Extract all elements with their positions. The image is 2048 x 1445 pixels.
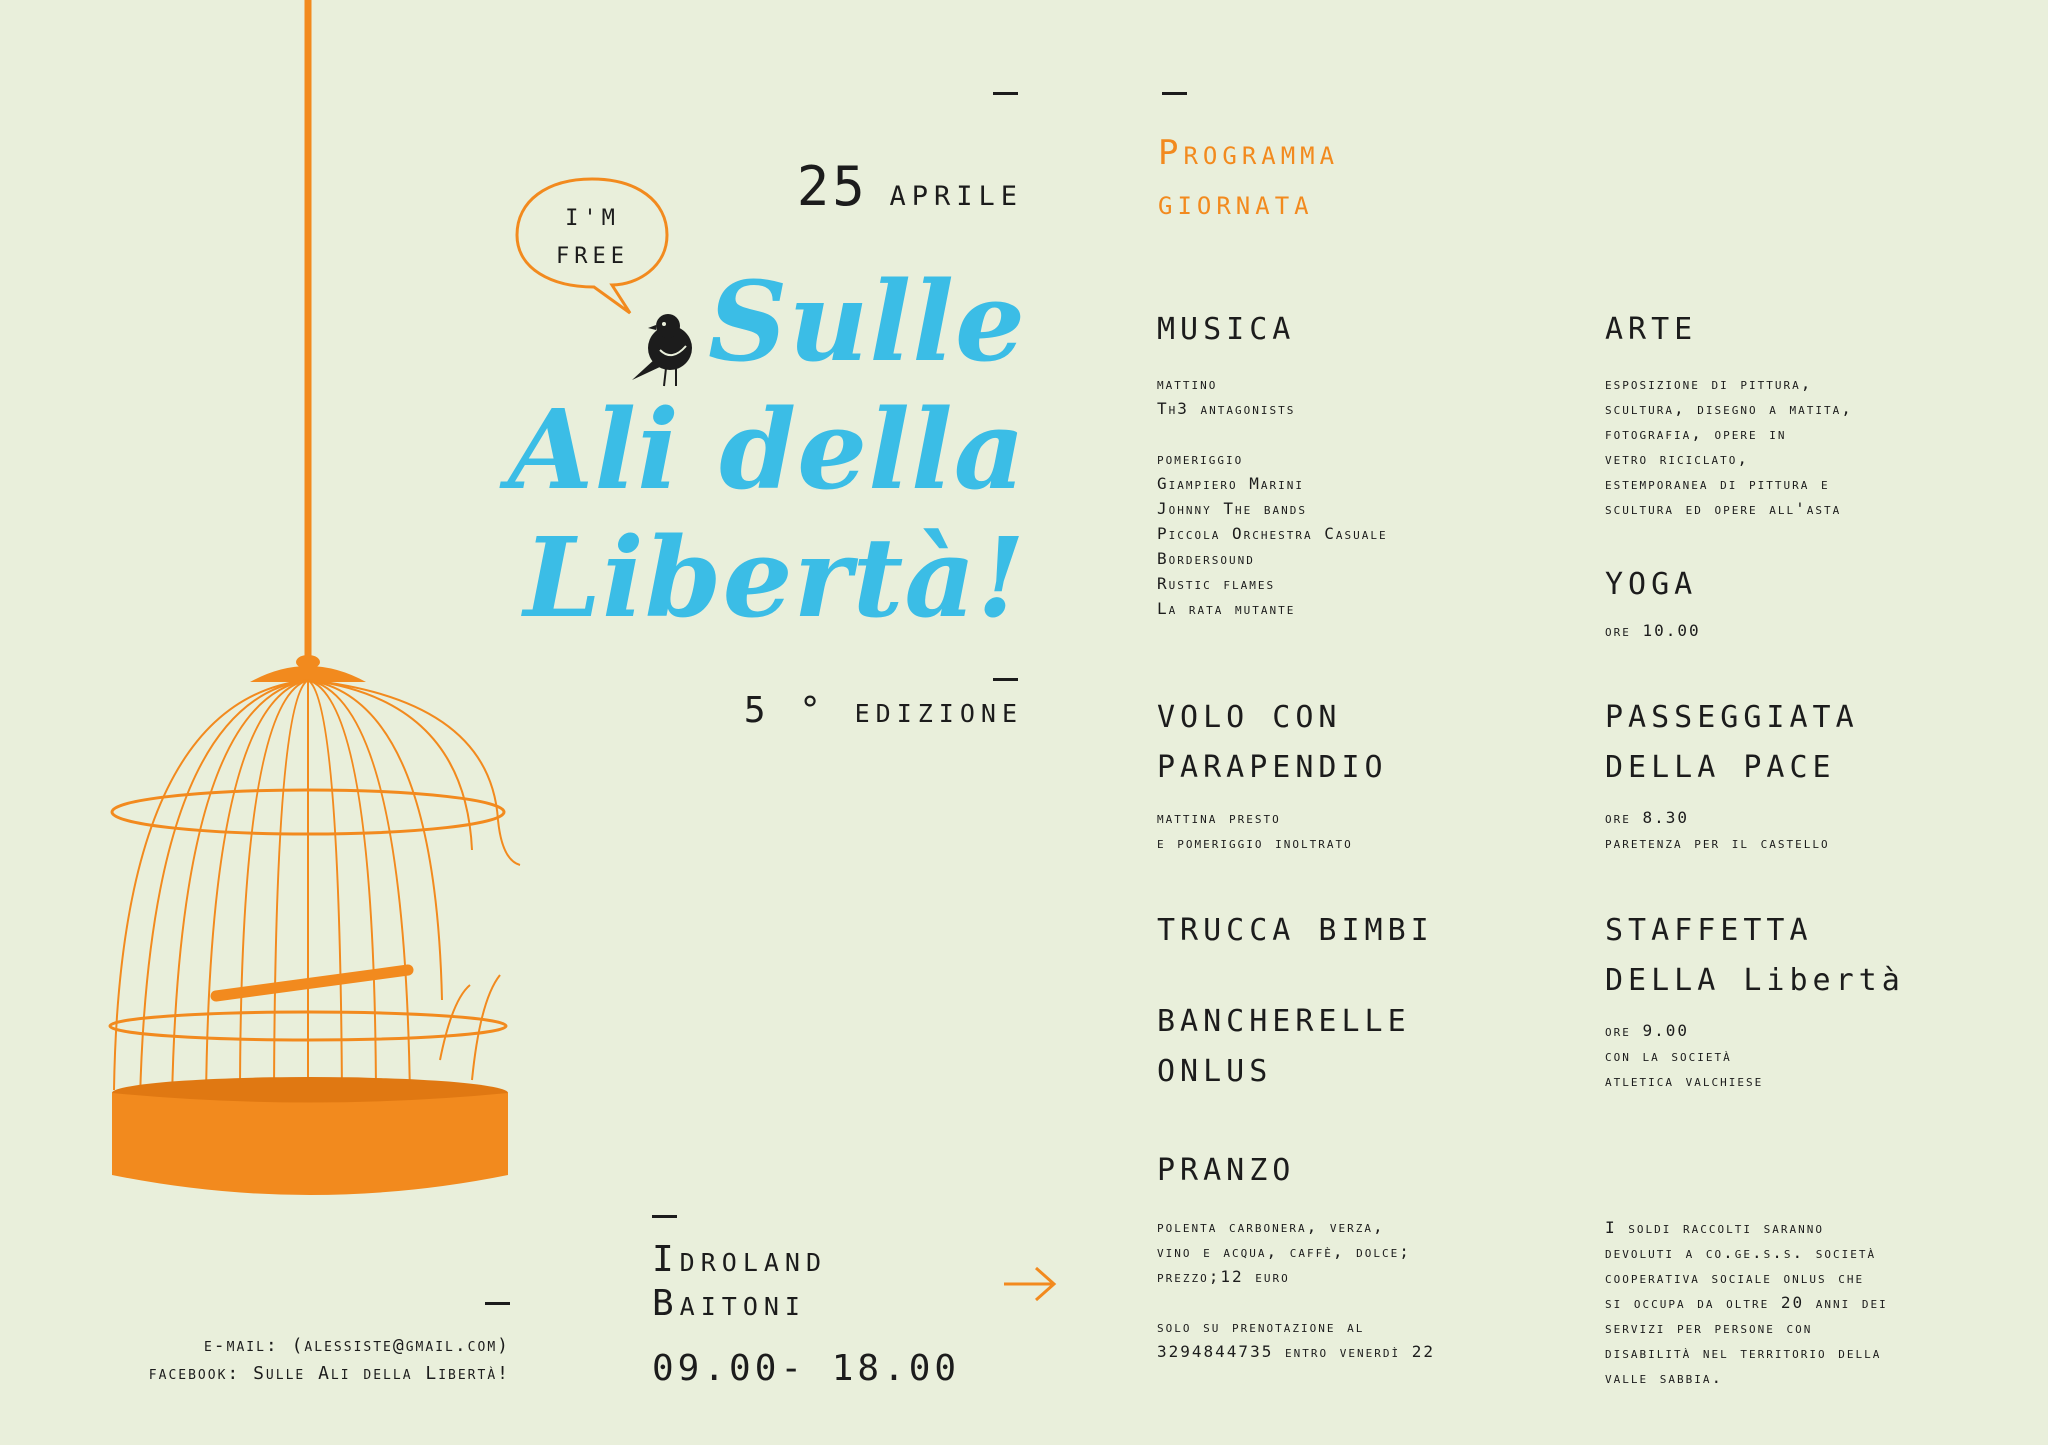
venue	[652, 1238, 827, 1326]
arrow-right-icon	[1000, 1262, 1060, 1307]
contacts	[149, 1332, 510, 1388]
section-body: mattino Th3 antagonists pomeriggio Giampiero Marini Johnny The bands Piccola Orchestra Casuale Bordersound Rustic flames La rata mutante	[1157, 374, 1388, 618]
section-trucca	[1157, 906, 1434, 956]
title-line: Sulle	[708, 257, 1026, 386]
section-body: mattina presto e pomeriggio inoltrato	[1157, 808, 1353, 852]
section-title: PRANZO	[1157, 1153, 1296, 1188]
section-title: MUSICA	[1157, 312, 1296, 347]
section-title: ARTE	[1605, 312, 1698, 347]
speech-bubble-line: FREE	[556, 244, 629, 269]
divider-dash	[993, 92, 1018, 95]
event-hours: 09.00- 18.00	[652, 1348, 961, 1389]
program-heading-line: giornata	[1158, 183, 1314, 223]
program-heading-line: Programma	[1158, 133, 1340, 173]
section-body: polenta carbonera, verza, vino e acqua, caffè, dolce; prezzo;12 euro solo su prenotazione al 3294844735 entro venerdì 22	[1157, 1217, 1435, 1361]
section-volo	[1157, 693, 1388, 855]
venue-line: Baitoni	[652, 1283, 806, 1324]
section-body: esposizione di pittura, scultura, disegno a matita, fotografia, opere in vetro riciclato, estemporanea di pittura e scultura ed opere all'asta	[1605, 374, 1853, 518]
date-month: aprile	[889, 170, 1023, 214]
section-title: TRUCCA BIMBI	[1157, 913, 1434, 948]
section-title-line: PARAPENDIO	[1157, 750, 1388, 785]
section-passeggiata	[1605, 693, 1859, 855]
section-body: ore 8.30 paretenza per il castello	[1605, 808, 1830, 852]
section-arte	[1605, 305, 1853, 521]
facebook-link[interactable]: facebook: Sulle Ali della Libertà!	[148, 1363, 510, 1384]
title-line: Libertà!	[523, 513, 1026, 642]
event-title	[508, 258, 1026, 642]
section-body: ore 10.00	[1605, 621, 1701, 640]
donation-note: I soldi raccolti saranno devoluti a co.ge.s.s. società cooperativa sociale onlus che si occupa da oltre 20 anni dei servizi per persone con disabilità nel territorio della valle sabbia.	[1605, 1218, 1888, 1387]
section-title-line: STAFFETTA	[1605, 913, 1813, 948]
section-bancherelle	[1157, 997, 1411, 1097]
section-title-line: ONLUS	[1157, 1054, 1273, 1089]
section-title-line: VOLO CON	[1157, 700, 1342, 735]
divider-dash	[1162, 92, 1187, 95]
section-body: ore 9.00 con la società atletica valchiese	[1605, 1021, 1764, 1090]
divider-dash	[652, 1215, 677, 1218]
date-day: 25	[796, 155, 868, 218]
section-pranzo	[1157, 1146, 1435, 1364]
section-title-line: DELLA Libertà	[1605, 963, 1905, 998]
email-link[interactable]: e-mail: (alessiste@gmail.com)	[203, 1335, 510, 1356]
birdcage-illustration	[100, 0, 540, 1220]
divider-dash	[485, 1302, 510, 1305]
section-yoga	[1605, 560, 1701, 643]
venue-line: Idroland	[652, 1239, 828, 1280]
section-musica	[1157, 305, 1388, 621]
edition-label: 5 ° edizione	[743, 690, 1023, 731]
section-title-line: DELLA PACE	[1605, 750, 1836, 785]
section-title-line: BANCHERELLE	[1157, 1004, 1411, 1039]
event-date	[797, 155, 1023, 218]
section-title: YOGA	[1605, 567, 1698, 602]
program-heading	[1158, 128, 1339, 228]
speech-bubble-line: I'M	[565, 206, 620, 231]
section-staffetta	[1605, 906, 1905, 1093]
title-line: Ali della	[508, 385, 1026, 514]
divider-dash	[993, 678, 1018, 681]
section-title-line: PASSEGGIATA	[1605, 700, 1859, 735]
